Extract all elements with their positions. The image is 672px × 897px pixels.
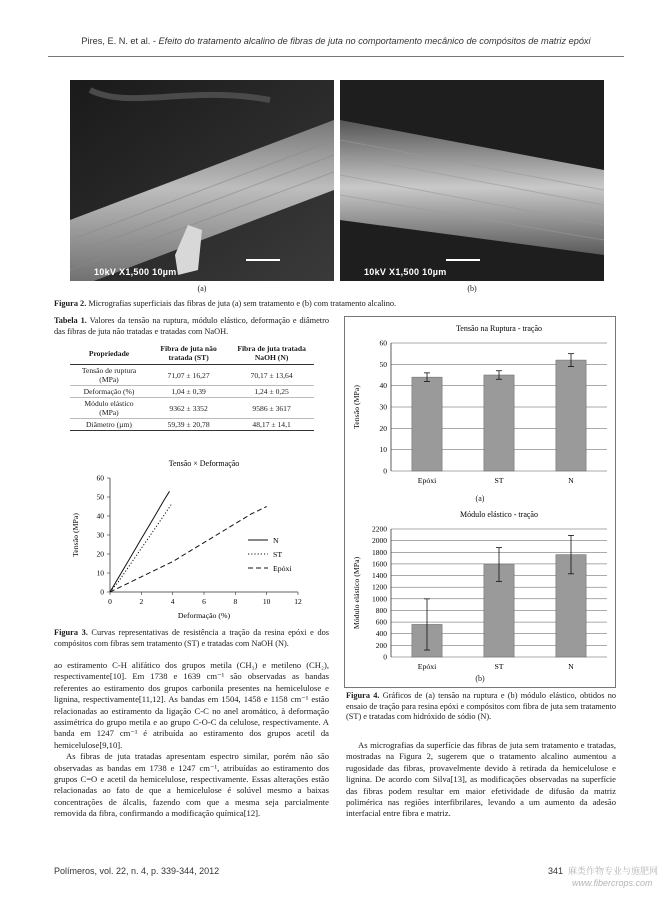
legend-label: ST (273, 550, 283, 559)
y-tick-label: 50 (96, 492, 104, 502)
body-paragraph: ao estiramento C-H alifático dos grupos metila (CH₃) e metileno (CH₂), respectivamente[10]. Em 1738 e 1639 cm⁻¹ são observadas as bandas referentes ao estiramento dos grupos carbonila presentes na hemicelulose e lignina, respectivamente[11,12]. As bandas em 1504, 1458 e 1158 cm⁻¹ estão relacionadas ao estiramento da ligação C-C no anel aromático, à deformação assimétrica do grupo metila e ao grupo C-O-C da celulose, respectivamente. A banda em 1247 cm⁻¹ é atribuída ao estiramento dos grupos acetil da hemicelulose[9,10]. (54, 660, 329, 750)
bar-n (556, 360, 586, 471)
table1 (70, 342, 314, 431)
scale-bar-a (246, 259, 280, 261)
bar-st (484, 375, 514, 471)
watermark-cn: 麻类作物专业与施肥网 (568, 867, 659, 877)
scale-bar-b (446, 259, 480, 261)
y-axis-label: Tensão (MPa) (352, 385, 361, 429)
table-cell: 1,04 ± 0,39 (148, 386, 229, 398)
y-tick-label: 50 (379, 359, 387, 369)
y-tick-label: 40 (379, 381, 387, 391)
table-cell: 9586 ± 3617 (229, 398, 314, 419)
y-tick-label: 60 (379, 338, 387, 348)
table-cell: 48,17 ± 14,1 (229, 419, 314, 431)
chart-title: Módulo elástico - tração (460, 510, 538, 519)
y-tick-label: 10 (379, 445, 387, 455)
figure2-caption (54, 299, 614, 310)
x-tick-label: 8 (233, 597, 238, 606)
micrograph-b-image (340, 80, 604, 281)
body-paragraph: As micrografias da superfície das fibras de juta sem tratamento e tratadas, mostradas na Figura 2, sugerem que o tratamento alcalino aumentou a rugosidade das fibras, provavelmente devido à retirada da hemicelulose e lignina. De acordo com Silva[13], as modificações observadas na superfície das fibras podem resultar em maior efetividade de difusão da matriz polimérica nas regiões interfibrilares, levando a um aumento da adesão interfacial entre fibra e matriz. (346, 740, 616, 819)
y-tick-label: 40 (96, 511, 104, 521)
y-tick-label: 1400 (372, 571, 387, 581)
table-row (70, 398, 314, 419)
legend-label: Epóxi (273, 564, 292, 573)
footer-journal: Polímeros, vol. 22, n. 4, p. 339-344, 2012 (54, 866, 220, 876)
table1-header-row (70, 342, 314, 365)
x-tick-label: Epóxi (417, 476, 437, 485)
figure4-frame (344, 316, 616, 688)
figure2-caption-text: Micrografias superficiais das fibras de juta (a) sem tratamento e (b) com tratamento alcalino. (86, 299, 397, 308)
header-authors: Pires, E. N. et al. - (81, 36, 159, 46)
table-cell: 59,39 ± 20,78 (148, 419, 229, 431)
table-row (70, 365, 314, 386)
micrograph-a-image (70, 80, 334, 281)
figure4-caption-text: Gráficos de (a) tensão na ruptura e (b) módulo elástico, obtidos no ensaio de tração para resina epóxi e compósitos com fibra de juta sem tratamento (ST) e tratadas com hidróxido de sódio (N). (346, 691, 616, 721)
figure2-caption-label: Figura 2. (54, 299, 87, 308)
bar-epóxi (412, 377, 442, 471)
y-tick-label: 0 (100, 587, 104, 597)
y-tick-label: 2000 (372, 536, 387, 546)
figure3-caption-text: Curvas representativas de resistência a tração da resina epóxi e dos compósitos com fibras sem tratamento (ST) e tratadas com NaOH (N). (54, 628, 329, 648)
stress-strain-chart (60, 452, 320, 632)
running-header (40, 36, 632, 46)
x-tick-label: ST (494, 662, 504, 671)
table1-caption-label: Tabela 1. (54, 316, 87, 325)
body-left-column (54, 660, 329, 820)
micrograph-a (70, 80, 334, 281)
table-cell: 70,17 ± 13,64 (229, 365, 314, 386)
chart-title: Tensão na Ruptura - tração (455, 324, 543, 333)
x-tick-label: 0 (108, 597, 112, 606)
y-tick-label: 20 (379, 423, 387, 433)
y-tick-label: 2200 (372, 524, 387, 534)
header-rule (48, 56, 624, 57)
table1-header: Fibra de juta não tratada (ST) (148, 342, 229, 365)
series-line-n (110, 491, 170, 592)
series-line-st (110, 505, 171, 592)
x-tick-label: Epóxi (417, 662, 437, 671)
table1-header: Propriedade (70, 342, 148, 365)
figure4-sublabel-b: (b) (475, 674, 485, 683)
y-axis-label: Módulo elástico (MPa) (352, 556, 361, 630)
table-cell: Diâmetro (µm) (70, 419, 148, 431)
figure2-sublabel-a: (a) (197, 284, 207, 293)
y-tick-label: 1200 (372, 582, 387, 592)
y-tick-label: 1000 (372, 594, 387, 604)
table-cell: Deformação (%) (70, 386, 148, 398)
x-tick-label: 10 (262, 597, 271, 606)
table-cell: Módulo elástico (MPa) (70, 398, 148, 419)
micrograph-b (340, 80, 604, 281)
y-tick-label: 60 (96, 473, 104, 483)
y-tick-label: 800 (375, 605, 387, 615)
footer-page-number: 341 (548, 866, 564, 876)
x-tick-label: 2 (139, 597, 144, 606)
figure4-sublabel-a: (a) (475, 494, 485, 503)
y-tick-label: 30 (96, 530, 104, 540)
y-tick-label: 0 (383, 652, 387, 662)
y-tick-label: 30 (379, 402, 387, 412)
y-tick-label: 0 (383, 466, 387, 476)
table1-caption-text: Valores da tensão na ruptura, módulo elástico, deformação e diâmetro das fibras de juta não tratadas e tratadas com NaOH. (54, 316, 329, 336)
series-line-epóxi (110, 507, 267, 593)
header-title: Efeito do tratamento alcalino de fibras de juta no comportamento mecânico de compósitos de matriz epóxi (158, 36, 591, 46)
y-tick-label: 400 (375, 629, 387, 639)
micrograph-b-label: 10kV X1,500 10µm (364, 267, 447, 277)
y-tick-label: 600 (375, 617, 387, 627)
table-cell: 9362 ± 3352 (148, 398, 229, 419)
table-row (70, 419, 314, 431)
figure2-sublabel-b: (b) (467, 284, 477, 293)
figure4-caption-label: Figura 4. (346, 691, 380, 700)
table1-header: Fibra de juta tratada NaOH (N) (229, 342, 314, 365)
y-axis-label: Tensão (MPa) (71, 513, 80, 557)
chart-title: Tensão × Deformação (168, 459, 240, 468)
x-axis-label: Deformação (%) (177, 611, 231, 620)
tensile-strength-chart (345, 317, 615, 493)
micrograph-a-label: 10kV X1,500 10µm (94, 267, 177, 277)
legend-label: N (273, 536, 279, 545)
x-tick-label: N (568, 662, 574, 671)
table1-caption (54, 316, 329, 337)
x-tick-label: N (568, 476, 574, 485)
body-right-column (346, 740, 616, 820)
x-tick-label: 6 (202, 597, 206, 606)
table-cell: 71,07 ± 16,27 (148, 365, 229, 386)
watermark-url: www.fibercrops.com (572, 878, 653, 888)
figure3-caption-label: Figura 3. (54, 628, 88, 637)
y-tick-label: 1800 (372, 547, 387, 557)
y-tick-label: 10 (96, 568, 104, 578)
table-cell: Tensão de ruptura (MPa) (70, 365, 148, 386)
x-tick-label: 12 (294, 597, 302, 606)
figure3-caption (54, 628, 329, 649)
body-paragraph: As fibras de juta tratadas apresentam espectro similar, porém não são observadas as bandas em 1738 e 1247 cm⁻¹, atribuídas ao estiramento dos grupos C=O e acetil da hemicelulose, respectivamente. Essas alterações estão relacionadas ao fato de que a hemicelulose é solúvel mesmo a baixas concentrações de álcalis, fazendo com que a mesma seja parcialmente removida da fibra, confirmando a modificação química[12]. (54, 751, 329, 819)
y-tick-label: 1600 (372, 559, 387, 569)
x-tick-label: 4 (170, 597, 175, 606)
y-tick-label: 200 (375, 640, 387, 650)
table-cell: 1,24 ± 0,25 (229, 386, 314, 398)
x-tick-label: ST (494, 476, 504, 485)
figure4-caption (346, 691, 616, 723)
elastic-modulus-chart (345, 507, 615, 673)
y-tick-label: 20 (96, 549, 104, 559)
table-row (70, 386, 314, 398)
